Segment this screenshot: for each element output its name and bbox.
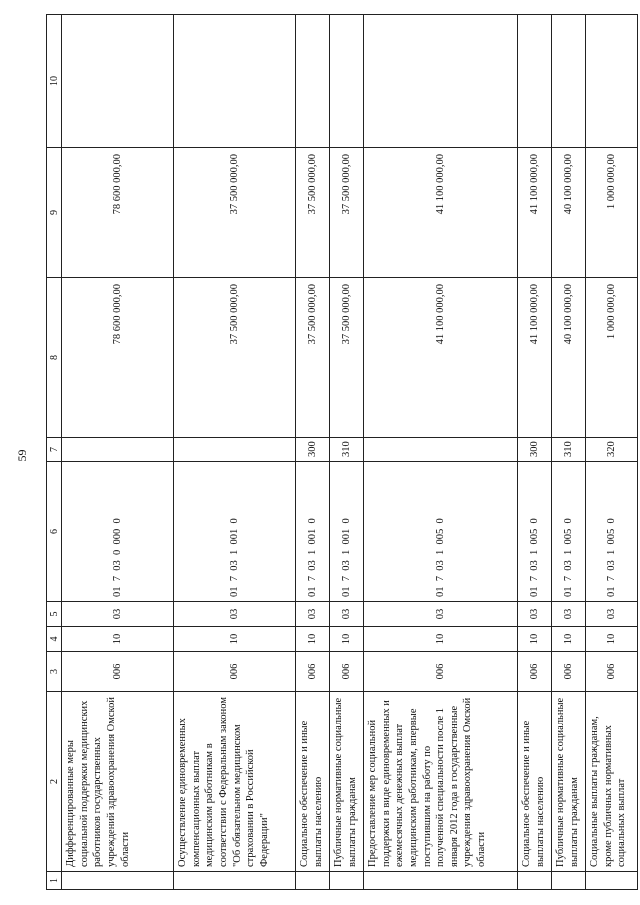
cell-c1 — [330, 872, 364, 890]
cell-c4: 10 — [174, 627, 296, 652]
cell-c5: 03 — [296, 602, 330, 627]
cell-c3: 006 — [174, 652, 296, 692]
cell-c1 — [518, 872, 552, 890]
cell-c3: 006 — [330, 652, 364, 692]
cell-c10 — [174, 15, 296, 148]
table-row — [174, 15, 296, 890]
table-row — [62, 15, 174, 890]
table-row — [586, 15, 638, 890]
cell-description: Предоставление мер социальной поддержки в виде единовременных и ежемесячных денежных выплат медицинским работникам, впервые поступившим на работу по полученной специальности после 1 января 2012 года в государственные учреждения здравоохранения Омской области — [364, 692, 518, 872]
cell-description: Публичные нормативные социальные выплаты гражданам — [330, 692, 364, 872]
cell-amount-8: 37 500 000,00 — [174, 278, 296, 438]
cell-c7 — [174, 438, 296, 462]
table-row — [552, 15, 586, 890]
cell-amount-8: 41 100 000,00 — [364, 278, 518, 438]
cell-c4: 10 — [62, 627, 174, 652]
cell-c4: 10 — [330, 627, 364, 652]
cell-description: Социальные выплаты гражданам, кроме публичных нормативных социальных выплат — [586, 692, 638, 872]
cell-amount-8: 37 500 000,00 — [330, 278, 364, 438]
cell-description: Осуществление единовременных компенсационных выплат медицинским работникам в соответствии с Федеральным законом "Об обязательном медицинском страховании в Российской Федерации" — [174, 692, 296, 872]
cell-c7: 310 — [552, 438, 586, 462]
cell-code: 01 7 03 1 001 0 — [330, 462, 364, 602]
cell-c5: 03 — [586, 602, 638, 627]
col-header-1: 1 — [47, 872, 62, 890]
cell-c7: 310 — [330, 438, 364, 462]
cell-amount-9: 41 100 000,00 — [364, 148, 518, 278]
col-header-5: 5 — [47, 602, 62, 627]
cell-c5: 03 — [174, 602, 296, 627]
cell-c5: 03 — [518, 602, 552, 627]
cell-c5: 03 — [62, 602, 174, 627]
cell-c5: 03 — [552, 602, 586, 627]
cell-code: 01 7 03 1 005 0 — [586, 462, 638, 602]
cell-c3: 006 — [552, 652, 586, 692]
col-header-8: 8 — [47, 278, 62, 438]
budget-table — [46, 14, 638, 890]
cell-c4: 10 — [518, 627, 552, 652]
cell-amount-8: 78 600 000,00 — [62, 278, 174, 438]
col-header-7: 7 — [47, 438, 62, 462]
cell-c10 — [364, 15, 518, 148]
rotated-table-container — [46, 15, 628, 890]
cell-amount-9: 40 100 000,00 — [552, 148, 586, 278]
cell-c7: 320 — [586, 438, 638, 462]
cell-c10 — [296, 15, 330, 148]
table-row — [364, 15, 518, 890]
cell-c10 — [586, 15, 638, 148]
cell-description: Социальное обеспечение и иные выплаты населению — [296, 692, 330, 872]
cell-amount-9: 37 500 000,00 — [330, 148, 364, 278]
cell-description: Дифференцированные меры социальной поддержки медицинских работников государственных учреждений здравоохранения Омской области — [62, 692, 174, 872]
cell-amount-8: 1 000 000,00 — [586, 278, 638, 438]
cell-c4: 10 — [586, 627, 638, 652]
cell-c1 — [364, 872, 518, 890]
cell-c1 — [552, 872, 586, 890]
cell-code: 01 7 03 0 000 0 — [62, 462, 174, 602]
cell-c7 — [62, 438, 174, 462]
cell-c1 — [174, 872, 296, 890]
table-row — [518, 15, 552, 890]
col-header-6: 6 — [47, 462, 62, 602]
cell-code: 01 7 03 1 001 0 — [174, 462, 296, 602]
cell-c7: 300 — [296, 438, 330, 462]
cell-amount-9: 41 100 000,00 — [518, 148, 552, 278]
page-number: 59 — [15, 449, 29, 462]
cell-c3: 006 — [586, 652, 638, 692]
cell-c7: 300 — [518, 438, 552, 462]
cell-amount-9: 37 500 000,00 — [296, 148, 330, 278]
cell-c7 — [364, 438, 518, 462]
col-header-4: 4 — [47, 627, 62, 652]
cell-c3: 006 — [296, 652, 330, 692]
cell-code: 01 7 03 1 001 0 — [296, 462, 330, 602]
cell-code: 01 7 03 1 005 0 — [552, 462, 586, 602]
cell-c1 — [586, 872, 638, 890]
cell-c3: 006 — [364, 652, 518, 692]
cell-c10 — [552, 15, 586, 148]
column-number-row — [47, 15, 62, 890]
cell-c4: 10 — [364, 627, 518, 652]
cell-amount-9: 37 500 000,00 — [174, 148, 296, 278]
cell-code: 01 7 03 1 005 0 — [364, 462, 518, 602]
cell-amount-9: 78 600 000,00 — [62, 148, 174, 278]
table-row — [296, 15, 330, 890]
cell-c1 — [62, 872, 174, 890]
cell-c10 — [330, 15, 364, 148]
cell-amount-9: 1 000 000,00 — [586, 148, 638, 278]
cell-code: 01 7 03 1 005 0 — [518, 462, 552, 602]
cell-c5: 03 — [330, 602, 364, 627]
cell-description: Социальное обеспечение и иные выплаты населению — [518, 692, 552, 872]
table-row — [330, 15, 364, 890]
col-header-9: 9 — [47, 148, 62, 278]
cell-amount-8: 41 100 000,00 — [518, 278, 552, 438]
col-header-10: 10 — [47, 15, 62, 148]
col-header-3: 3 — [47, 652, 62, 692]
cell-c3: 006 — [62, 652, 174, 692]
cell-c4: 10 — [296, 627, 330, 652]
cell-c1 — [296, 872, 330, 890]
cell-c5: 03 — [364, 602, 518, 627]
cell-c4: 10 — [552, 627, 586, 652]
cell-description: Публичные нормативные социальные выплаты гражданам — [552, 692, 586, 872]
col-header-2: 2 — [47, 692, 62, 872]
cell-amount-8: 37 500 000,00 — [296, 278, 330, 438]
cell-amount-8: 40 100 000,00 — [552, 278, 586, 438]
cell-c10 — [518, 15, 552, 148]
cell-c3: 006 — [518, 652, 552, 692]
cell-c10 — [62, 15, 174, 148]
